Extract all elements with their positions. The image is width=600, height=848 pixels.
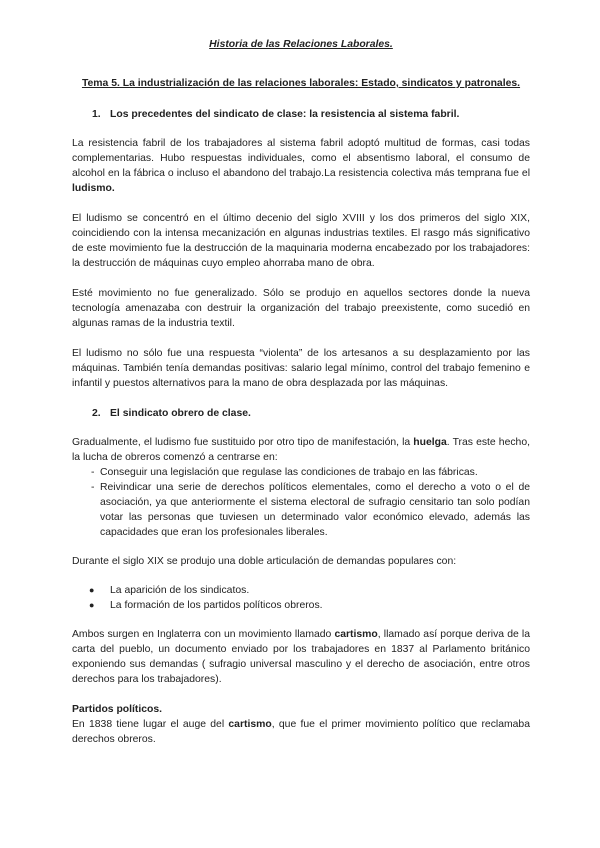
list-item <box>72 465 530 480</box>
dash-marker: - <box>91 482 95 493</box>
term-cartismo: cartismo <box>334 629 378 640</box>
term-ludismo: ludismo. <box>72 183 115 194</box>
paragraph-partidos-tail: , que fue el primer movimiento político que reclamaba derechos obreros. <box>72 719 530 745</box>
list-item <box>72 583 530 598</box>
section-1-heading <box>72 107 530 122</box>
paragraph-ludismo-demandas: El ludismo no sólo fue una respuesta “violenta” de los artesanos a su desplazamiento por las máquinas. También tenía demandas positivas: salario legal mínimo, control del trabajo femenino e infantil y puestos alternativos para la mano de obra desplazada por las máquinas. <box>72 348 530 389</box>
tema-title: Tema 5. La industrialización de las relaciones laborales: Estado, sindicatos y patronales. <box>81 78 521 89</box>
section-2-heading-text: El sindicato obrero de clase. <box>110 408 251 419</box>
list-item <box>72 598 530 613</box>
list-item-text: La formación de los partidos políticos obreros. <box>110 600 323 611</box>
dash-list <box>72 465 530 540</box>
section-1-number: 1. <box>92 109 101 120</box>
list-item-text: La aparición de los sindicatos. <box>110 585 250 596</box>
paragraph-huelga <box>72 435 530 465</box>
document-title: Historia de las Relaciones Laborales. <box>209 39 393 50</box>
paragraph-cartismo <box>72 627 530 687</box>
paragraph-cartismo-tail: , llamado así porque deriva de la carta del pueblo, un documento enviado por los trabajadores en 1837 al Parlamento británico exponiendo sus demandas ( sufragio universal masculino y el derecho de asociación, entre otros derechos para los trabajadores). <box>72 629 530 685</box>
paragraph-cartismo-text: Ambos surgen en Inglaterra con un movimiento llamado <box>72 629 335 640</box>
paragraph-resistencia-text: La resistencia fabril de los trabajadores al sistema fabril adoptó multitud de formas, casi todas complementarias. Hubo respuestas individuales, como el absentismo laboral, el consumo de alcohol en la fábrica o incluso el abandono del trabajo.La resistencia colectiva más temprana fue el <box>72 138 530 179</box>
paragraph-huelga-tail: . Tras este hecho, la lucha de obreros comenzó a centrarse en: <box>72 437 531 463</box>
paragraph-resistencia <box>72 136 530 196</box>
paragraph-partidos <box>72 717 530 747</box>
term-cartismo-2: cartismo <box>228 719 272 730</box>
section-1-heading-text: Los precedentes del sindicato de clase: la resistencia al sistema fabril. <box>110 109 460 120</box>
list-item-text: Reivindicar una serie de derechos políticos elementales, como el derecho a voto o el de asociación, ya que anteriormente el sistema electoral de sufragio censitario tan solo podían votar las personas que tuviesen un determinado valor económico elevado, además las capacidades que eran los profesionales liberales. <box>100 482 530 538</box>
bullet-icon: ● <box>89 585 95 595</box>
paragraph-ludismo-alcance: Esté movimiento no fue generalizado. Sólo se produjo en aquellos sectores donde la nueva tecnología amenazaba con destruir la organización del trabajo preexistente, como sucedió en algunas ramas de la industria textil. <box>72 288 530 329</box>
paragraph-huelga-text: Gradualmente, el ludismo fue sustituido por otro tipo de manifestación, la <box>72 437 414 448</box>
paragraph-doble-articulacion: Durante el siglo XIX se produjo una doble articulación de demandas populares con: <box>72 556 457 567</box>
dash-marker: - <box>91 467 95 478</box>
bullet-list <box>72 583 530 613</box>
list-item <box>72 480 530 540</box>
list-item-text: Conseguir una legislación que regulase las condiciones de trabajo en las fábricas. <box>100 467 478 478</box>
document-page <box>72 30 530 762</box>
partidos-heading: Partidos políticos. <box>72 704 163 715</box>
paragraph-ludismo-origen: El ludismo se concentró en el último decenio del siglo XVIII y los dos primeros del siglo XIX, coincidiendo con la intensa mecanización en algunas industrias textiles. El rasgo más significativo de este movimiento fue la destrucción de la maquinaria moderna encabezado por los trabajadores: la destrucción de máquinas cuyo empleo ahorraba mano de obra. <box>72 213 530 269</box>
bullet-icon: ● <box>89 600 95 610</box>
term-huelga: huelga <box>413 437 447 448</box>
paragraph-partidos-text: En 1838 tiene lugar el auge del <box>72 719 229 730</box>
section-2-number: 2. <box>92 408 101 419</box>
section-2-heading <box>72 406 530 421</box>
